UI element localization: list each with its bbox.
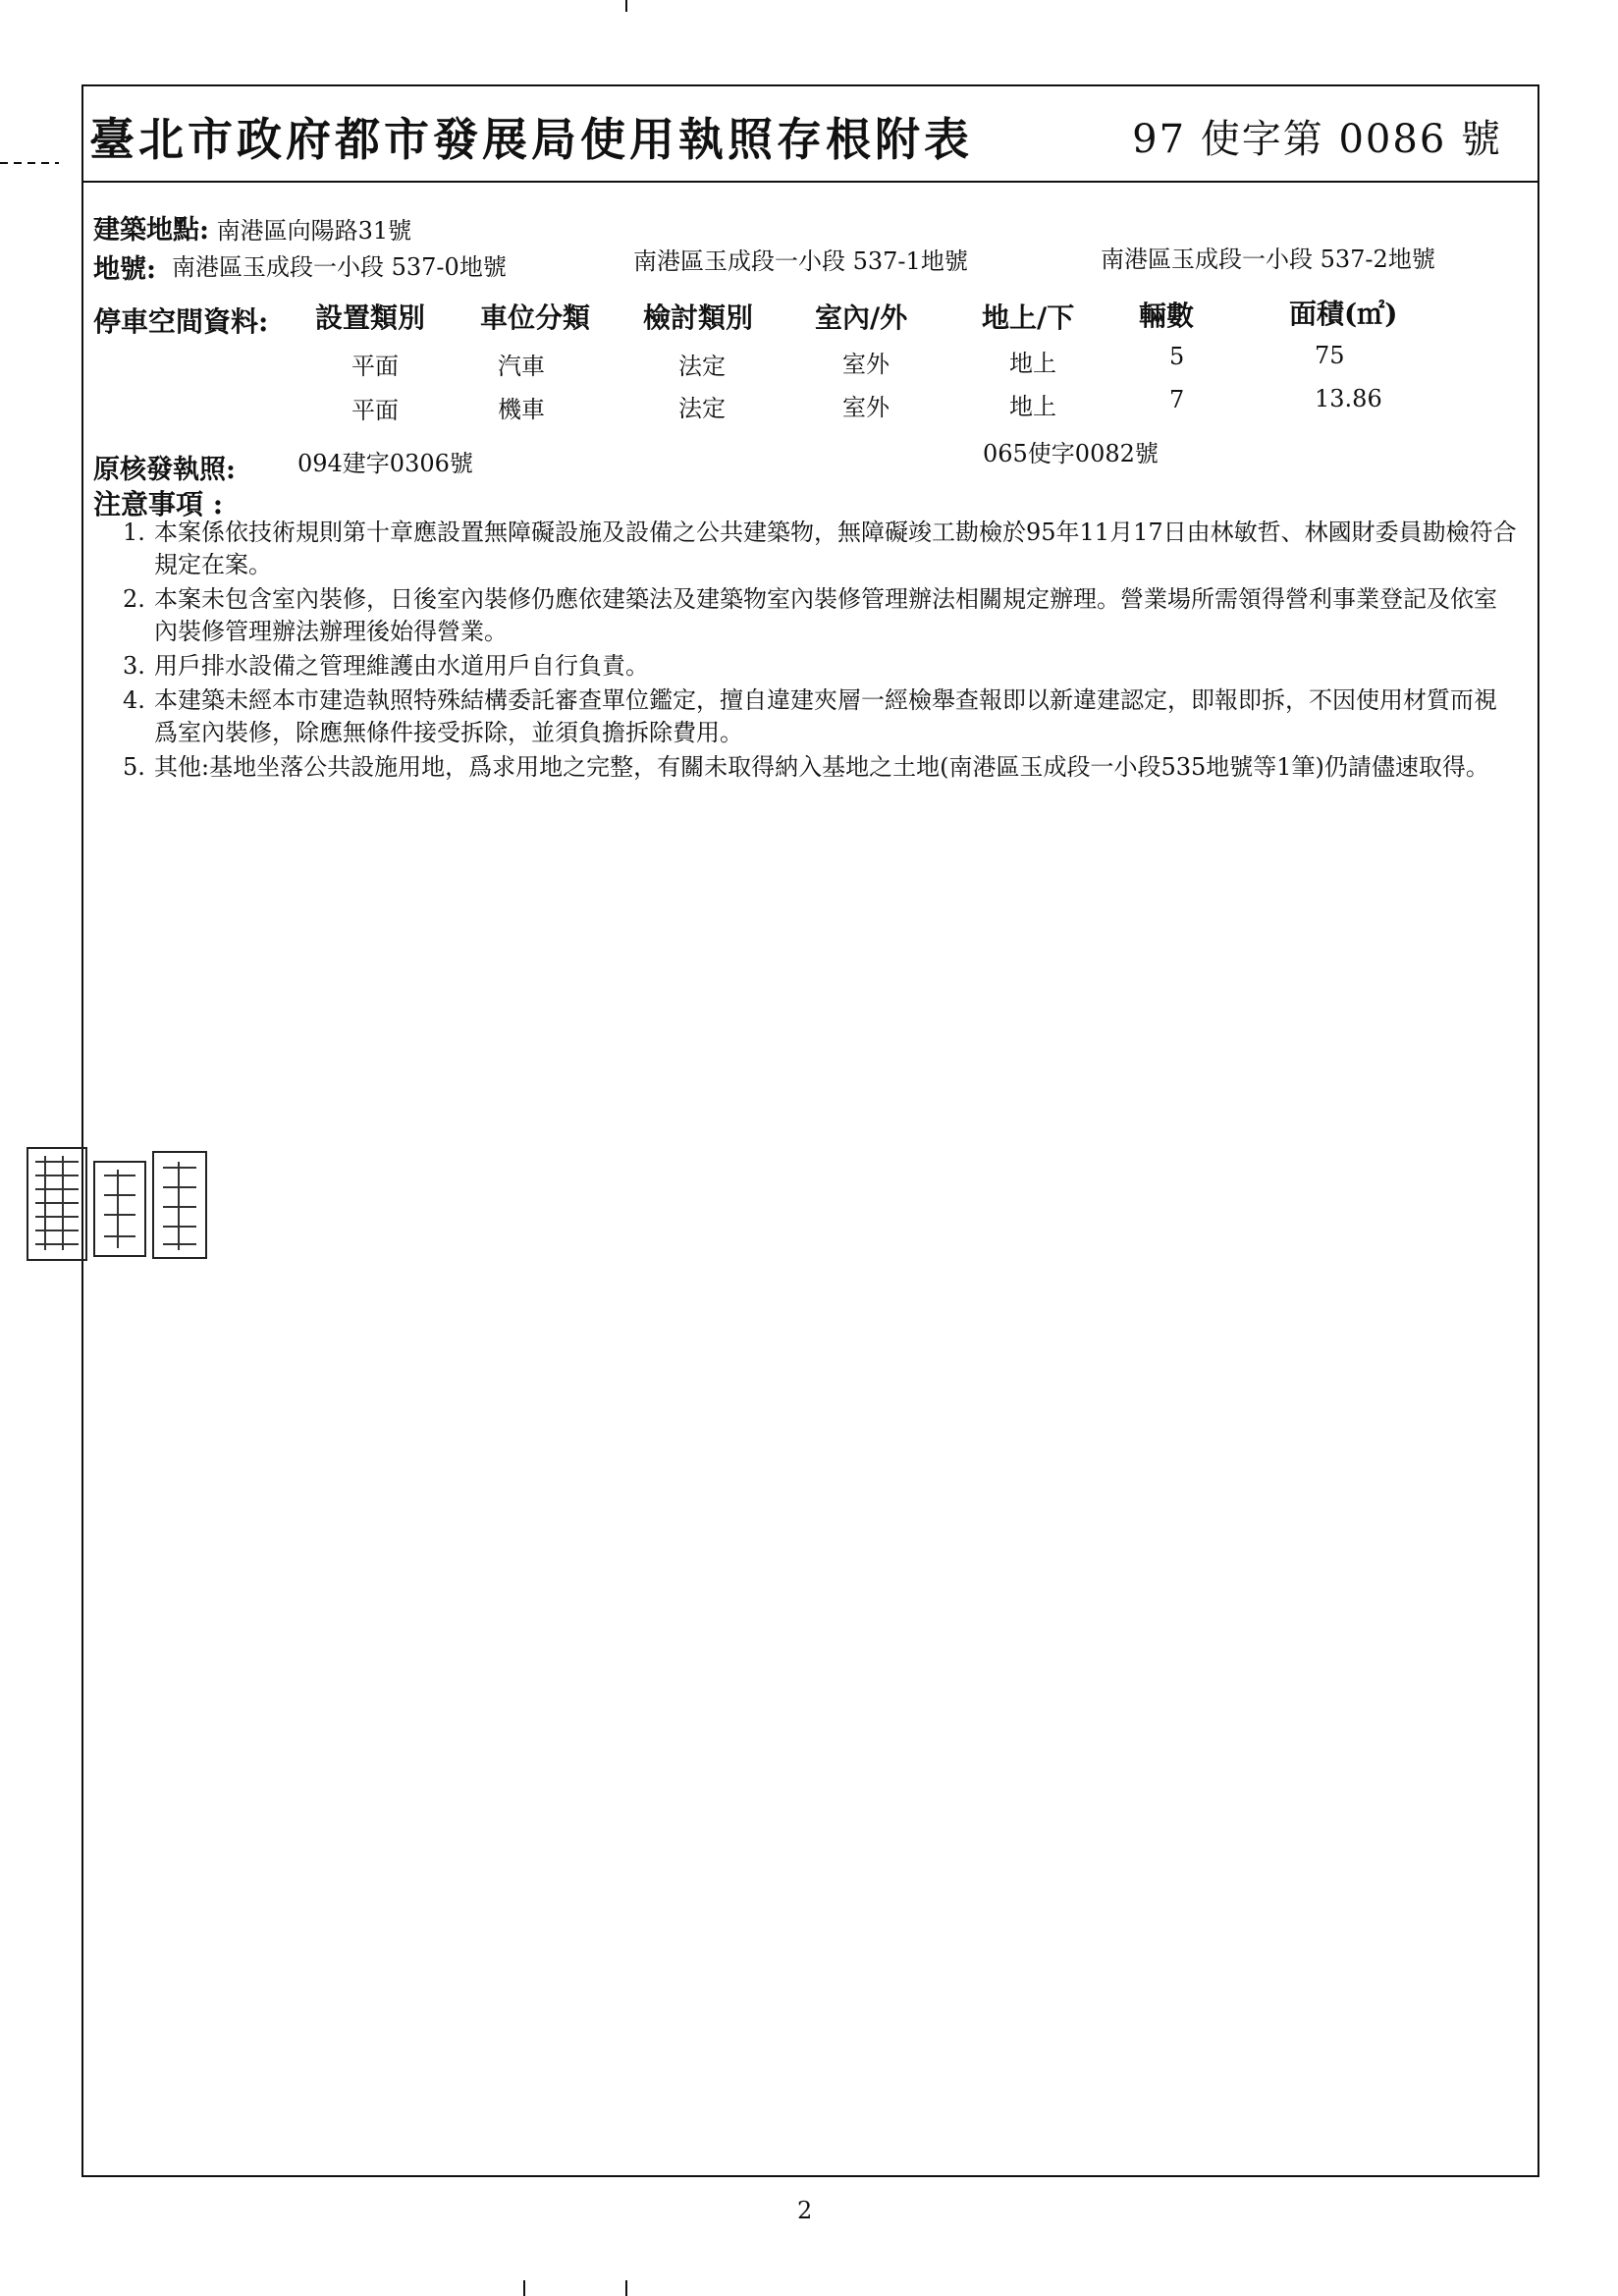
list-item xyxy=(123,583,1517,648)
lot-number-3: 南港區玉成段一小段 537-2地號 xyxy=(1101,246,1435,273)
table-cell: 法定 xyxy=(678,353,726,380)
official-seal-icon xyxy=(24,1142,210,1266)
parking-header-review: 檢討類別 xyxy=(643,301,754,334)
document-title: 臺北市政府都市發展局使用執照存根附表 xyxy=(89,113,973,166)
note-text: 用戶排水設備之管理維護由水道用戶自行負責。 xyxy=(154,652,649,680)
original-license-row xyxy=(93,448,236,486)
notes-list xyxy=(123,517,1517,786)
binding-mark-bottom-1 xyxy=(523,2280,525,2296)
list-item xyxy=(123,650,1517,683)
note-text: 本案未包含室內裝修，日後室內裝修仍應依建築法及建築物室內裝修管理辦法相關規定辦理。營業場所需領得營利事業登記及依室內裝修管理辦法辦理後始得營業。 xyxy=(154,585,1497,645)
note-text: 其他:基地坐落公共設施用地，爲求用地之完整，有關未取得納入基地之土地(南港區玉成段一小段535地號等1筆)仍請儘速取得。 xyxy=(154,753,1489,781)
permit-number: 97 使字第 0086 號 xyxy=(1132,117,1502,162)
note-number: 5. xyxy=(123,753,145,781)
list-item xyxy=(123,684,1517,749)
binding-mark-left xyxy=(0,162,59,164)
table-cell: 地上 xyxy=(1009,393,1056,420)
table-cell: 室外 xyxy=(842,351,890,378)
list-item xyxy=(123,517,1517,581)
original-license-1: 094建字0306號 xyxy=(297,450,473,477)
table-cell: 室外 xyxy=(842,394,890,421)
note-text: 本案係依技術規則第十章應設置無障礙設施及設備之公共建築物，無障礙竣工勘檢於95年11月17日由林敏哲、林國財委員勘檢符合規定在案。 xyxy=(154,519,1517,578)
table-cell: 平面 xyxy=(351,353,399,380)
page-number: 2 xyxy=(797,2197,813,2224)
parking-header-type: 設置類別 xyxy=(315,301,426,334)
parking-header-level: 地上/下 xyxy=(982,301,1075,334)
table-cell: 7 xyxy=(1169,386,1185,413)
table-cell: 地上 xyxy=(1009,350,1056,377)
table-cell: 75 xyxy=(1315,342,1345,369)
original-license-label: 原核發執照: xyxy=(93,455,236,485)
site-address-row xyxy=(93,208,411,246)
table-cell: 機車 xyxy=(498,396,545,423)
table-cell: 13.86 xyxy=(1315,385,1382,412)
lot-number-1: 南港區玉成段一小段 537-0地號 xyxy=(172,253,507,281)
original-license-2: 065使字0082號 xyxy=(983,440,1159,467)
notes-title: 注意事項 : xyxy=(93,488,224,520)
lot-number-label: 地號: xyxy=(93,254,156,285)
parking-header-indoor: 室內/外 xyxy=(815,301,908,334)
table-cell: 平面 xyxy=(351,397,399,424)
lot-number-row xyxy=(93,247,156,286)
list-item xyxy=(123,751,1517,784)
document-frame xyxy=(81,84,1539,2177)
binding-mark-top xyxy=(625,0,627,12)
binding-mark-bottom-2 xyxy=(625,2280,627,2296)
parking-header-class: 車位分類 xyxy=(480,301,591,334)
parking-header-count: 輛數 xyxy=(1139,300,1195,332)
note-number: 3. xyxy=(123,652,145,680)
table-cell: 5 xyxy=(1169,343,1185,370)
note-text: 本建築未經本市建造執照特殊結構委託審查單位鑑定，擅自違建夾層一經檢舉查報即以新違建認定，即報即拆，不因使用材質而視爲室內裝修，除應無條件接受拆除，並須負擔拆除費用。 xyxy=(154,686,1497,746)
note-number: 2. xyxy=(123,585,145,613)
lot-number-2: 南港區玉成段一小段 537-1地號 xyxy=(633,247,968,275)
site-address-value: 南港區向陽路31號 xyxy=(216,217,412,245)
parking-label: 停車空間資料: xyxy=(93,305,269,338)
note-number: 4. xyxy=(123,686,145,714)
table-cell: 汽車 xyxy=(498,353,545,380)
site-address-label: 建築地點: xyxy=(93,215,209,246)
header xyxy=(83,86,1537,183)
parking-header-area: 面積(㎡) xyxy=(1289,298,1398,330)
table-cell: 法定 xyxy=(678,395,726,422)
note-number: 1. xyxy=(123,519,145,546)
